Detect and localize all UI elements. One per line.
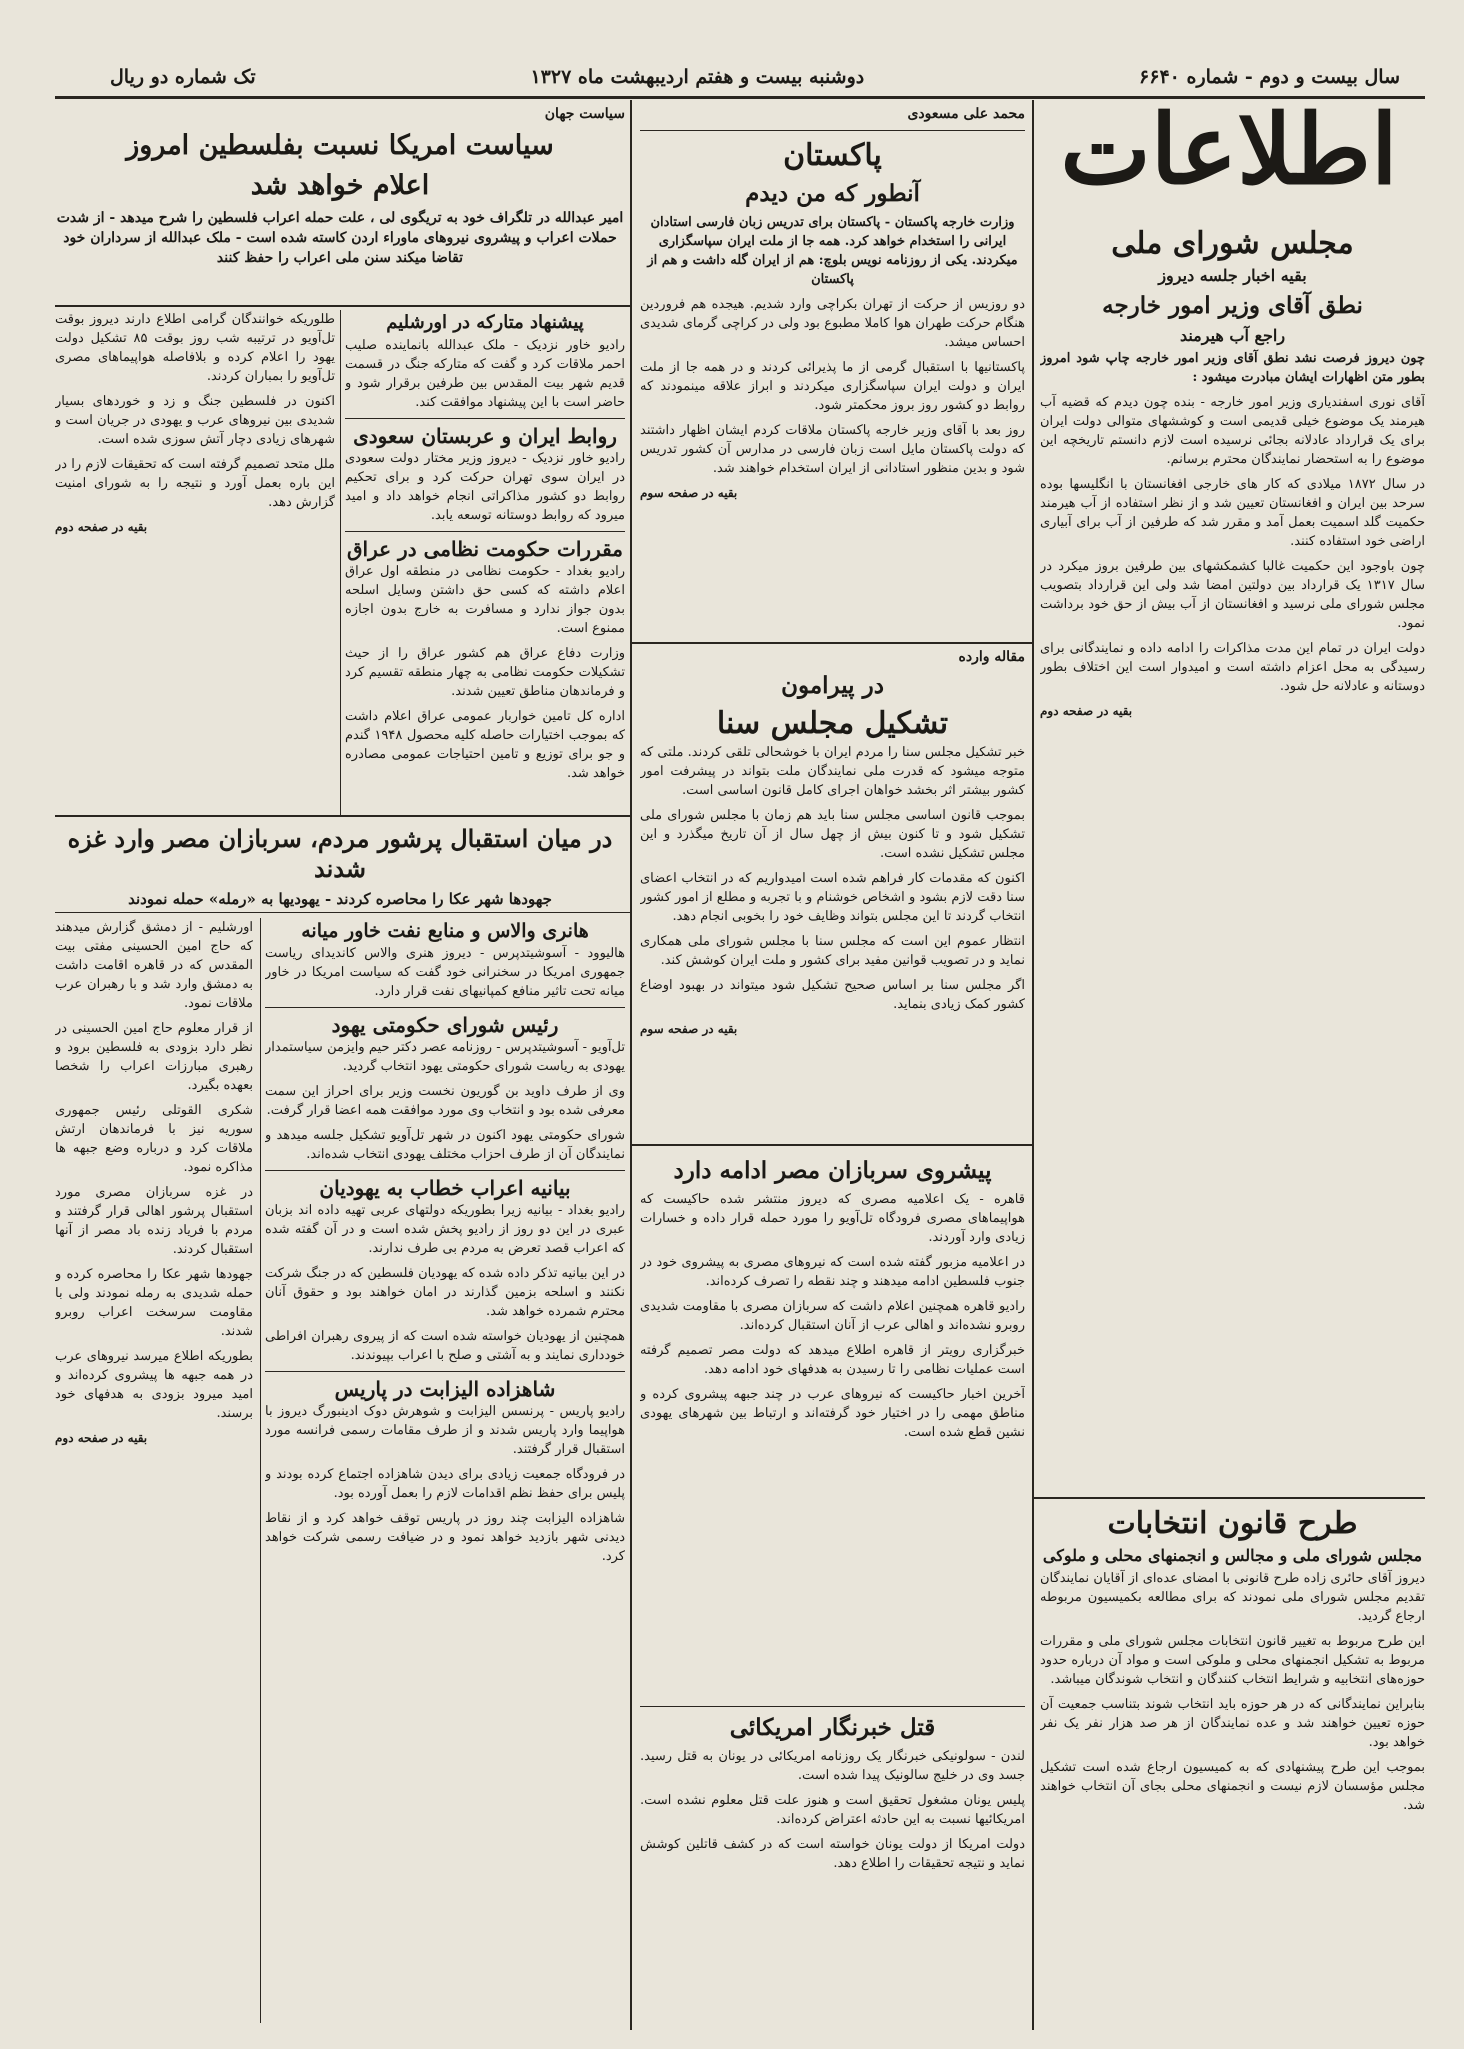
continuation-note: بقیه در صفحه دوم — [55, 520, 148, 534]
section-label: مقاله وارده — [958, 649, 1025, 665]
continuation-note: بقیه در صفحه دوم — [1040, 704, 1133, 718]
article-paragraph: رادیو پاریس - پرنسس الیزابت و شوهرش دوک ادینبورگ دیروز با هواپیما وارد پاریس شدند و از طرف مقامات رسمی فرانسه مورد استقبال قرار گرفتند. — [265, 1404, 625, 1457]
article-paragraph: بنابراین نمایندگانی که در هر حوزه باید انتخاب شوند بتناسب جمعیت آن حوزه تعیین خواهند شد و عده نمایندگان از هر صد هزار نفر یک نفر خواهد بود. — [1040, 1697, 1425, 1750]
article-paragraph: قاهره - یک اعلامیه مصری که دیروز منتشر شده حاکیست که هواپیماهای مصری فرودگاه تل‌آویو را مورد حمله قرار داده و خسارات زیادی وارد آوردند. — [640, 1192, 1025, 1245]
election-article — [1040, 1505, 1425, 2025]
article-paragraph: پلیس یونان مشغول تحقیق است و هنوز علت قتل معلوم نشده است. امریکائیها نسبت به این حادثه اعتراض کرده‌اند. — [640, 1793, 1025, 1827]
subheadline: بقیه اخبار جلسه دیروز — [1158, 266, 1307, 285]
headline: در میان استقبال پرشور مردم، سربازان مصر وارد غزه شدند — [67, 824, 613, 883]
article-paragraph: شاهزاده الیزابت چند روز در پاریس توقف خواهد کرد و از نقاط دیدنی شهر بازدید خواهد نمود و در ضیافت رسمی شرکت خواهد کرد. — [265, 1511, 625, 1564]
article-paragraph: از قرار معلوم حاج امین الحسینی در نظر دارد بزودی به فلسطین برود و رهبری مبارزات اعراب را شخصا بعهده بگیرد. — [55, 1021, 253, 1093]
gaza-banner — [55, 820, 625, 910]
news-column — [265, 918, 625, 2023]
headline: قتل خبرنگار امریکائی — [729, 1714, 936, 1741]
headline: تشکیل مجلس سنا — [716, 706, 949, 741]
article-paragraph: شورای حکومتی یهود اکنون در شهر تل‌آویو تشکیل جلسه میدهد و نمایندگان آن از طرف احزاب مختلف یهودی انتخاب شده‌اند. — [265, 1128, 625, 1162]
divider — [640, 1706, 1025, 1707]
article-lead: امیر عبدالله در تلگراف خود به تریگوی لی ، علت حمله اعراب فلسطین را شرح میدهد - از شدت حملات اعراب و پیشروی نیروهای ماوراء اردن کاسته شده است - ملک عبدالله از سرداران خود تقاضا میکند سنن ملی اعراب را حفظ کنند — [56, 210, 624, 266]
article-paragraph: جهودها شهر عکا را محاصره کرده و حمله شدیدی به رمله نمودند ولی با مقاومت سرسخت اعراب روبرو شدند. — [55, 1267, 253, 1339]
divider — [265, 1170, 625, 1171]
lead-article — [1040, 225, 1425, 1490]
article-paragraph: رادیو خاور نزدیک - ملک عبدالله بانماینده صلیب احمر ملاقات کرد و گفت که متارکه جنگ در قسمت قدیم شهر بیت المقدس بین طرفین برقرار شود و حاضر است با این پیشنهاد موافقت کند. — [345, 338, 625, 410]
news-column — [55, 918, 253, 2023]
section-rule — [55, 305, 630, 307]
section-rule — [55, 912, 630, 913]
newspaper-logo: اطلاعات — [1060, 93, 1398, 206]
divider — [345, 531, 625, 532]
article-paragraph: دو روزیس از حرکت از تهران بکراچی وارد شدیم. هیجده هم فروردین هنگام حرکت طهران هوا کاملا مطبوع بود ولی در کراچی گرمای شدیدی احساس میشد. — [640, 297, 1025, 350]
headline: مقررات حکومت نظامی در عراق — [347, 537, 623, 561]
article-paragraph: در غزه سربازان مصری مورد استقبال پرشور اهالی قرار گرفتند و مردم با فریاد زنده باد مصر از آنها استقبال کردند. — [55, 1185, 253, 1257]
volume-number: سال بیست و دوم - شماره ۶۶۴۰ — [1139, 66, 1400, 88]
byline: محمد علی مسعودی — [907, 106, 1025, 122]
article-paragraph: چون دیروز فرصت نشد نطق آقای وزیر امور خارجه چاپ شود امروز بطور متن اظهارات ایشان مبادرت میشود : — [1040, 351, 1425, 385]
section-rule — [55, 815, 630, 817]
section-label: سیاست جهان — [544, 106, 625, 122]
section-rule — [1032, 1497, 1425, 1499]
continuation-note: بقیه در صفحه سوم — [640, 486, 738, 500]
article-lead: وزارت خارجه پاکستان - پاکستان برای تدریس زبان فارسی استادان ایرانی را استخدام خواهد کرد. همه جا از ملت ایران سپاسگزاری میکردند. یکی از روزنامه نویس بلوچ: هم از ایران گله داشت و هم از پاکستان — [647, 215, 1018, 287]
article-paragraph: خبر تشکیل مجلس سنا را مردم ایران با خوشحالی تلقی کردند. ملتی که متوجه میشود که قدرت ملی نمایندگان ملت بتواند در پیشرفت امور کشور بیشتر اثر بخشد خواهان اجرای کامل قانون اساسی است. — [640, 745, 1025, 798]
article-paragraph: انتظار عموم این است که مجلس سنا با مجلس شورای ملی همکاری نماید و در تصویب قوانین مفید برای کشور و ملت ایران کوشش کند. — [640, 934, 1025, 968]
column-rule — [630, 100, 632, 2030]
headline: بیانیه اعراب خطاب به یهودیان — [319, 1176, 571, 1200]
section-rule — [632, 1144, 1032, 1146]
world-politics-article — [55, 105, 625, 305]
subheadline: آنطور که من دیدم — [745, 180, 920, 207]
article-paragraph: خبرگزاری رویتر از قاهره اطلاع میدهد که دولت مصر تصمیم گرفته است عملیات نظامی را تا رسیدن به هدفهای خود ادامه دهد. — [640, 1343, 1025, 1377]
article-paragraph: اکنون در فلسطین جنگ و زد و خوردهای بسیار شدیدی بین نیروهای عرب و یهودی در جریان است و شهرهای زیادی دچار آتش سوزی شده است. — [55, 394, 335, 447]
headline: رئیس شورای حکومتی یهود — [331, 1013, 559, 1037]
headline: شاهزاده الیزابت در پاریس — [334, 1377, 556, 1401]
divider — [265, 1007, 625, 1008]
divider — [345, 418, 625, 419]
article-paragraph: این طرح مربوط به تغییر قانون انتخابات مجلس شورای ملی و مقررات مربوط به تشکیل انجمنهای محلی و ملوکی است و مواد آن درباره حدود حوزه‌های انتخابیه و شرایط انتخاب کنندگان و انتخاب شوندگان میباشد. — [1040, 1634, 1425, 1687]
subheadline: مجلس شورای ملی و مجالس و انجمنهای محلی و ملوکی — [1042, 1546, 1423, 1565]
article-paragraph: همچنین از یهودیان خواسته شده است که از پیروی رهبران افراطی خودداری نمایند و به آشتی و صلح با اعراب بپیوندند. — [265, 1329, 625, 1363]
article-paragraph: وی از طرف داوید بن گوریون نخست وزیر برای احراز این سمت معرفی شده بود و انتخاب وی مورد موافقت همه اعضا قرار گرفت. — [265, 1084, 625, 1118]
single-copy-price: تک شماره دو ریال — [110, 66, 256, 88]
article-paragraph: اگر مجلس سنا بر اساس صحیح تشکیل شود میتواند در بهبود اوضاع کشور کمک زیادی بنماید. — [640, 978, 1025, 1012]
column-rule — [340, 310, 341, 815]
divider — [265, 1371, 625, 1372]
headline: پیشنهاد متارکه در اورشلیم — [386, 312, 584, 333]
article-paragraph: اداره کل تامین خواربار عمومی عراق اعلام داشت که بموجب اختیارات حاصله کلیه محصول ۱۹۴۸ گندم و جو برای توزیع و تامین احتیاجات عمومی مصادره خواهد شد. — [345, 709, 625, 781]
article-paragraph: دولت ایران در تمام این مدت مذاکرات را ادامه داده و نمایندگانی برای رسیدگی به محل اعزام داشته است و امیدوار است این اختلاف بطور دوستانه و عادلانه حل شود. — [1040, 641, 1425, 694]
headline: اعلام خواهد شد — [250, 170, 430, 201]
article-paragraph: در این بیانیه تذکر داده شده که یهودیان فلسطین که در جنگ شرکت نکنند و اسلحه بزمین گذارند در امان خواهند بود و حقوق آنان محترم شمرده خواهد شد. — [265, 1266, 625, 1319]
article-paragraph: پاکستانیها با استقبال گرمی از ما پذیرائی کردند و در همه جا از ملت ایران و دولت ایران سپاسگزاری میکردند و ابراز علاقه مینمودند که روابط دو کشور روز بروز محکمتر شود. — [640, 360, 1025, 413]
article-paragraph: اورشلیم - از دمشق گزارش میدهند که حاج امین الحسینی مفتی بیت المقدس که در قاهره اقامت داشت به دمشق وارد شد و با رهبران عرب ملاقات نمود. — [55, 920, 253, 1011]
article-paragraph: اکنون که مقدمات کار فراهم شده است امیدواریم که در انتخاب اعضای سنا دقت لازم بشود و اشخاص خوشنام و با تجربه و مطلع از امور کشور انتخاب گردند تا این مجلس بتواند وظایف خود را بخوبی انجام دهد. — [640, 871, 1025, 924]
egypt-advance-article — [640, 1152, 1025, 1692]
headline: پیشروی سربازان مصر ادامه دارد — [673, 1157, 992, 1184]
article-paragraph: چون باوجود این حکمیت غالبا کشمکشهای بین طرفین بروز میکرد در سال ۱۳۱۷ یک قرارداد بین دولتین امضا شد ولی این قرارداد بتصویب مجلس شورای ملی نرسید و افغانستان از آب بیش از حق خود برداشت نمود. — [1040, 559, 1425, 631]
masthead-strip — [110, 62, 1400, 92]
headline: مجلس شورای ملی — [1111, 226, 1354, 261]
continuation-note: بقیه در صفحه دوم — [55, 1431, 148, 1445]
column-rule — [260, 918, 261, 2023]
senate-essay — [640, 648, 1025, 1138]
article-paragraph: دیروز آقای حائری زاده طرح قانونی با امضای عده‌ای از آقایان نمایندگان تقدیم مجلس شورای ملی نمودند که برای مطالعه بکمیسیون مربوطه ارجاع گردید. — [1040, 1571, 1425, 1624]
article-paragraph: ملل متحد تصمیم گرفته است که تحقیقات لازم را در این باره بعمل آورد و نتیجه را به شورای امنیت گزارش دهد. — [55, 457, 335, 510]
article-paragraph: روز بعد با آقای وزیر خارجه پاکستان ملاقات کردم ایشان اظهار داشتند که دولت پاکستان مایل است زبان فارسی در مدارس آن کشور تدریس شود و بدین منظور استادانی از ایران استخدام خواهند شد. — [640, 423, 1025, 476]
article-paragraph: بطوریکه اطلاع میرسد نیروهای عرب در همه جبهه ها پیشروی کرده‌اند و امید میرود بزودی به هدفهای خود برسند. — [55, 1349, 253, 1421]
article-paragraph: رادیو بغداد - بیانیه زیرا بطوریکه دولتهای عربی تهیه داده اند بزبان عبری در این دو روز از رادیو پخش شده است و در آن گفته شده که اعراب قصد تعرض به مردم بی طرف ندارند. — [265, 1203, 625, 1256]
headline: طرح قانون انتخابات — [1107, 1506, 1358, 1541]
issue-date: دوشنبه بیست و هفتم اردیبهشت ماه ۱۳۲۷ — [530, 66, 865, 88]
continuation-note: بقیه در صفحه سوم — [640, 1022, 738, 1036]
subheadline: راجع آب هیرمند — [1179, 326, 1286, 345]
headline: پاکستان — [783, 138, 882, 173]
headline: هانری والاس و منابع نفت خاور میانه — [301, 920, 589, 942]
article-paragraph: بموجب قانون اساسی مجلس سنا باید هم زمان با مجلس شورای ملی تشکیل شود و تا کنون بیش از چهل سال از آن تاریخ میگذرد و این مجلس تشکیل نشده است. — [640, 808, 1025, 861]
pakistan-article — [640, 105, 1025, 640]
article-paragraph: تل‌آویو - آسوشیتدپرس - روزنامه عصر دکتر حیم وایزمن سیاستمدار یهودی به ریاست شورای حکومتی یهود انتخاب گردید. — [265, 1040, 625, 1074]
article-paragraph: طلوریکه خوانندگان گرامی اطلاع دارند دیروز بوقت تل‌آویو در ترتیبه شب روز بوقت ۸۵ تشکیل دولت یهود را اعلام کرده و بلافاصله هواپیماهای مصری تل‌آویو را بمباران کردند. — [55, 312, 335, 384]
headline: روابط ایران و عربستان سعودی — [353, 424, 617, 448]
article-paragraph: شکری القوتلی رئیس جمهوری سوریه نیز با فرماندهان ارتش ملاقات کرد و درباره وضع جبهه ها مذاکره نمود. — [55, 1103, 253, 1175]
article-paragraph: رادیو بغداد - حکومت نظامی در منطقه اول عراق اعلام داشته که کسی حق داشتن وسایل اسلحه بدون جواز ندارد و مسافرت به خارج بدون اجازه ممنوع است. — [345, 564, 625, 636]
news-column — [345, 310, 625, 810]
article-paragraph: دولت امریکا از دولت یونان خواسته است که در کشف قاتلین کوشش نماید و نتیجه تحقیقات را اطلاع دهد. — [640, 1837, 1025, 1871]
article-paragraph: آقای نوری اسفندیاری وزیر امور خارجه - بنده چون دیدم که قضیه آب هیرمند یک موضوع خیلی قدیمی است و کوششهای متوالی دولت ایران برای یک قرارداد عادلانه بجائی نرسیده است لازم دانستم تاریخچه این موضوع را به استحضار نمایندگان محترم برسانم. — [1040, 395, 1425, 467]
article-paragraph: لندن - سولونیکی خبرنگار یک روزنامه امریکائی در یونان به قتل رسید. جسد وی در خلیج سالونیک پیدا شده است. — [640, 1749, 1025, 1783]
article-paragraph: وزارت دفاع عراق هم کشور عراق را از حیث تشکیلات حکومت نظامی به چهار منطقه تقسیم کرد و فرماندهان مناطق تعیین شدند. — [345, 646, 625, 699]
divider — [640, 130, 1025, 131]
headline: نطق آقای وزیر امور خارجه — [1102, 292, 1363, 319]
article-paragraph: رادیو خاور نزدیک - دیروز وزیر مختار دولت سعودی در ایران سوی تهران حرکت کرد و برای تحکیم روابط دو کشور مذاکراتی انجام خواهد داد و امید میرود که روابط دوستانه توسعه یابد. — [345, 451, 625, 523]
article-paragraph: بموجب این طرح پیشنهادی که به کمیسیون ارجاع شده است تشکیل مجلس مؤسسان لازم نیست و انجمنهای محلی بجای آن انتخاب خواهند شد. — [1040, 1760, 1425, 1813]
headline: در پیرامون — [781, 672, 884, 699]
section-rule — [632, 642, 1032, 644]
article-paragraph: آخرین اخبار حاکیست که نیروهای عرب در چند جبهه پیشروی کرده و مناطق مهمی را در اختیار خود گرفته‌اند و ارتباط بین شهرهای یهودی نشین قطع شده است. — [640, 1387, 1025, 1440]
article-paragraph: در فرودگاه جمعیت زیادی برای دیدن شاهزاده اجتماع کرده بودند و پلیس برای حفظ نظم اقدامات لازم را بعمل آورده بود. — [265, 1467, 625, 1501]
murder-article — [640, 1700, 1025, 2025]
column-rule — [1032, 100, 1034, 2030]
article-paragraph: رادیو قاهره همچنین اعلام داشت که سربازان مصری با مقاومت شدیدی روبرو نشده‌اند و اهالی عرب از آنان استقبال کرده‌اند. — [640, 1299, 1025, 1333]
article-paragraph: در اعلامیه مزبور گفته شده است که نیروهای مصری به پیشروی خود در جنوب فلسطین ادامه میدهند و چند نقطه را تصرف کرده‌اند. — [640, 1255, 1025, 1289]
headline: سیاست امریکا نسبت بفلسطین امروز — [126, 130, 554, 161]
article-paragraph: هالیوود - آسوشیتدپرس - دیروز هنری والاس کاندیدای ریاست جمهوری امریکا در سخنرانی خود گفت که سیاست امریکا در خاور میانه تحت تاثیر منافع کمپانیهای نفت قرار دارد. — [265, 946, 625, 999]
subheadline: جهودها شهر عکا را محاصره کردند - یهودیها به «رمله» حمله نمودند — [128, 890, 552, 908]
news-column — [55, 310, 335, 810]
article-paragraph: در سال ۱۸۷۲ میلادی که کار های خارجی افغانستان با انگلیسها بوده سرحد بین ایران و افغانستان تعیین شد و از نظر استفاده از آب هیرمند حکمیت گلد اسمیت بعمل آمد و مقرر شد که طرفین از آب برای آبیاری اراضی خود استفاده کنند. — [1040, 477, 1425, 549]
